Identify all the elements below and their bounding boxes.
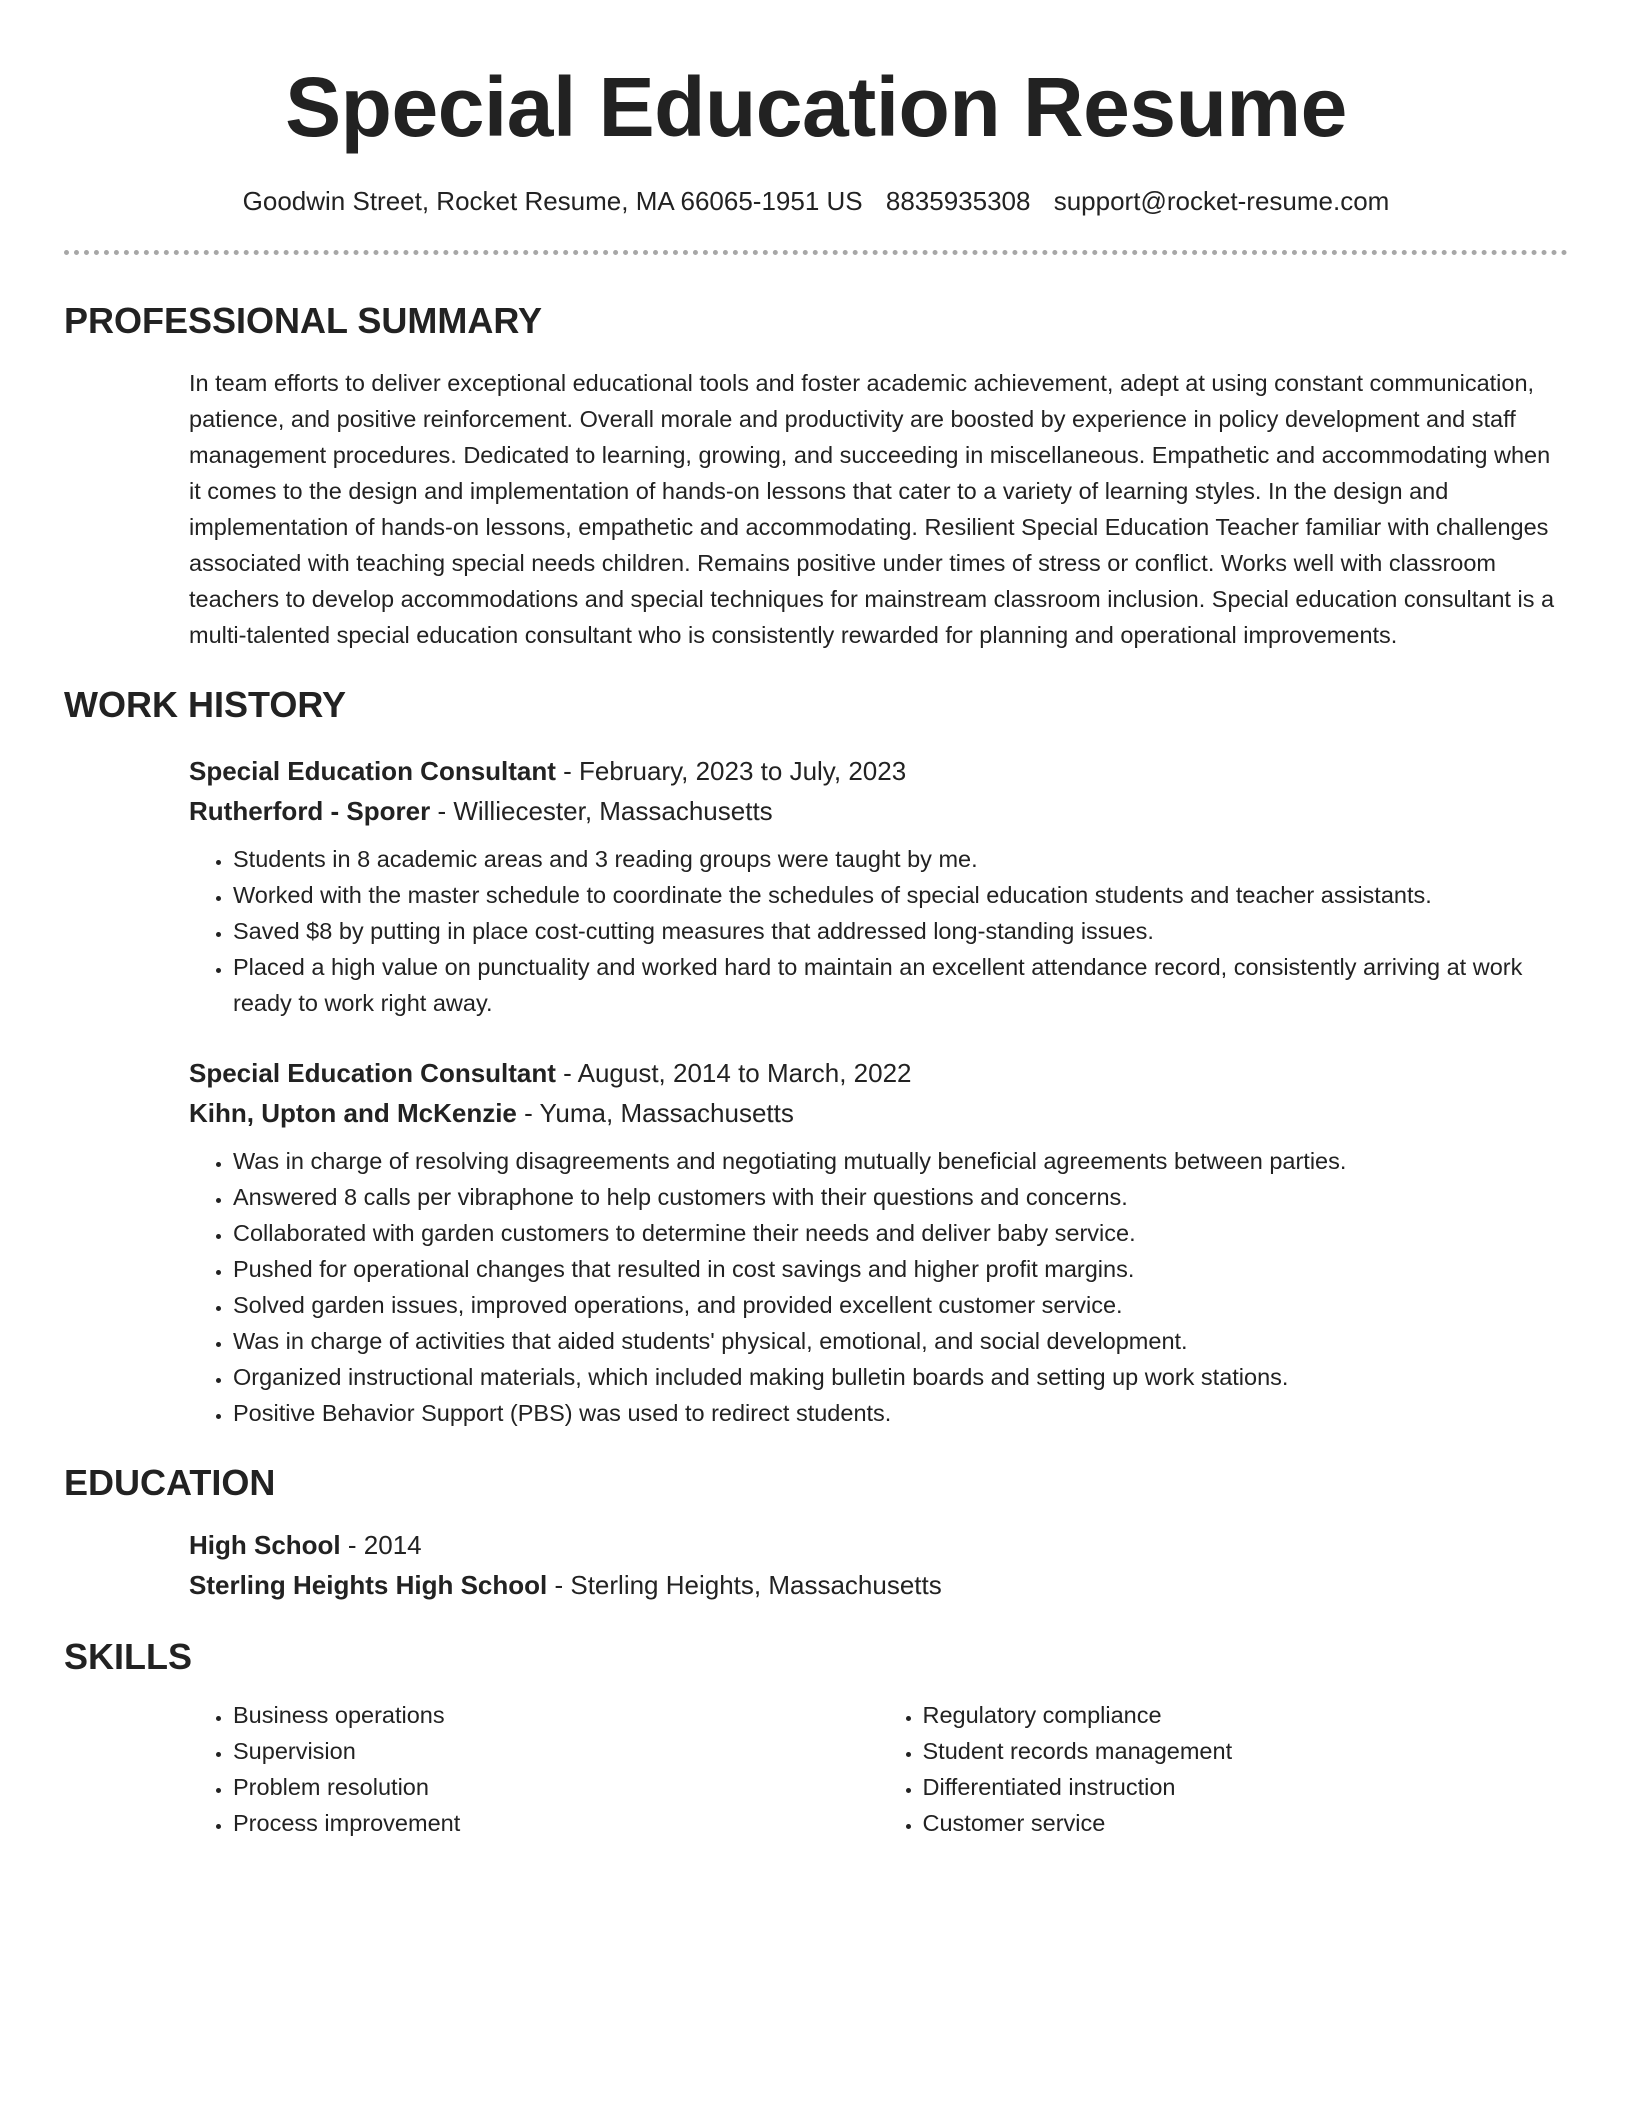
- resume-title: Special Education Resume: [285, 60, 1347, 154]
- job-bullet: • Was in charge of resolving disagreements and negotiating mutually beneficial agreements between parties.: [233, 1143, 1568, 1179]
- job-title-line: [189, 1053, 1568, 1093]
- skill-item: • Supervision: [233, 1733, 879, 1769]
- job-bullet: • Placed a high value on punctuality and worked hard to maintain an excellent attendance record, consistently arriving at work ready to work right away.: [233, 949, 1568, 1021]
- job-entry: [189, 751, 1568, 1021]
- education-section: [64, 1461, 1568, 1605]
- job-role: Special Education Consultant: [189, 1058, 556, 1088]
- job-bullet: • Worked with the master schedule to coordinate the schedules of special education students and teacher assistants.: [233, 877, 1568, 913]
- job-company-line: [189, 791, 1568, 831]
- summary-text: In team efforts to deliver exceptional educational tools and foster academic achievement, adept at using constant communication, patience, and positive reinforcement. Overall morale and productivity are boosted by experience in policy development and staff management procedures. Dedicated to learning, growing, and succeeding in miscellaneous. Empathetic and accommodating when it comes to the design and implementation of hands-on lessons that cater to a variety of learning styles. In the design and implementation of hands-on lessons, empathetic and accommodating. Resilient Special Education Teacher familiar with challenges associated with teaching special needs children. Remains positive under times of stress or conflict. Works well with classroom teachers to develop accommodations and special techniques for mainstream classroom inclusion. Special education consultant is a multi-talented special education consultant who is consistently rewarded for planning and operational improvements.: [189, 370, 1555, 648]
- work-history-section: [64, 683, 1568, 1431]
- summary-section: [64, 299, 1568, 653]
- contact-phone: 8835935308: [885, 186, 1031, 216]
- work-history-body: [189, 751, 1568, 1431]
- job-title-line: [189, 751, 1568, 791]
- work-history-heading: WORK HISTORY: [64, 684, 347, 725]
- job-bullet: • Was in charge of activities that aided students' physical, emotional, and social development.: [233, 1323, 1568, 1359]
- skill-item: • Regulatory compliance: [923, 1697, 1569, 1733]
- job-dates: - February, 2023 to July, 2023: [555, 756, 907, 786]
- skills-list-right: [879, 1697, 1569, 1841]
- skill-item: • Business operations: [233, 1697, 879, 1733]
- job-entry: [189, 1053, 1568, 1431]
- job-bullet: • Saved $8 by putting in place cost-cutting measures that addressed long-standing issues.: [233, 913, 1568, 949]
- job-location: - Williecester, Massachusetts: [430, 796, 773, 826]
- summary-body: [189, 365, 1568, 653]
- skills-list-left: [189, 1697, 879, 1841]
- education-school-line: [189, 1565, 1568, 1605]
- job-bullet: • Collaborated with garden customers to determine their needs and deliver baby service.: [233, 1215, 1568, 1251]
- skills-body: [189, 1697, 1568, 1841]
- job-bullet: • Organized instructional materials, which included making bulletin boards and setting up work stations.: [233, 1359, 1568, 1395]
- job-company: Rutherford - Sporer: [189, 796, 431, 826]
- job-dates: - August, 2014 to March, 2022: [555, 1058, 912, 1088]
- education-heading: EDUCATION: [64, 1462, 276, 1503]
- job-bullets: [189, 841, 1568, 1021]
- skill-item: • Problem resolution: [233, 1769, 879, 1805]
- job-bullet: • Positive Behavior Support (PBS) was used to redirect students.: [233, 1395, 1568, 1431]
- job-company-line: [189, 1093, 1568, 1133]
- header-divider: [64, 250, 1568, 255]
- contact-address: Goodwin Street, Rocket Resume, MA 66065-1951 US: [242, 186, 863, 216]
- skills-heading: SKILLS: [64, 1636, 193, 1677]
- skill-item: • Student records management: [923, 1733, 1569, 1769]
- job-bullet: • Solved garden issues, improved operations, and provided excellent customer service.: [233, 1287, 1568, 1323]
- job-location: - Yuma, Massachusetts: [516, 1098, 794, 1128]
- job-bullet: • Students in 8 academic areas and 3 reading groups were taught by me.: [233, 841, 1568, 877]
- education-location: - Sterling Heights, Massachusetts: [547, 1570, 942, 1600]
- job-role: Special Education Consultant: [189, 756, 556, 786]
- contact-line: [64, 184, 1568, 218]
- skill-item: • Customer service: [923, 1805, 1569, 1841]
- education-school: Sterling Heights High School: [189, 1570, 548, 1600]
- skill-item: • Process improvement: [233, 1805, 879, 1841]
- skill-item: • Differentiated instruction: [923, 1769, 1569, 1805]
- job-bullet: • Answered 8 calls per vibraphone to help customers with their questions and concerns.: [233, 1179, 1568, 1215]
- job-bullet: • Pushed for operational changes that resulted in cost savings and higher profit margins.: [233, 1251, 1568, 1287]
- education-degree: High School: [189, 1530, 341, 1560]
- summary-heading: PROFESSIONAL SUMMARY: [64, 300, 543, 341]
- job-company: Kihn, Upton and McKenzie: [189, 1098, 517, 1128]
- job-bullets: [189, 1143, 1568, 1431]
- education-year: - 2014: [340, 1530, 422, 1560]
- education-body: [189, 1525, 1568, 1605]
- education-degree-line: [189, 1525, 1568, 1565]
- skills-section: [64, 1635, 1568, 1841]
- contact-email: support@rocket-resume.com: [1053, 186, 1390, 216]
